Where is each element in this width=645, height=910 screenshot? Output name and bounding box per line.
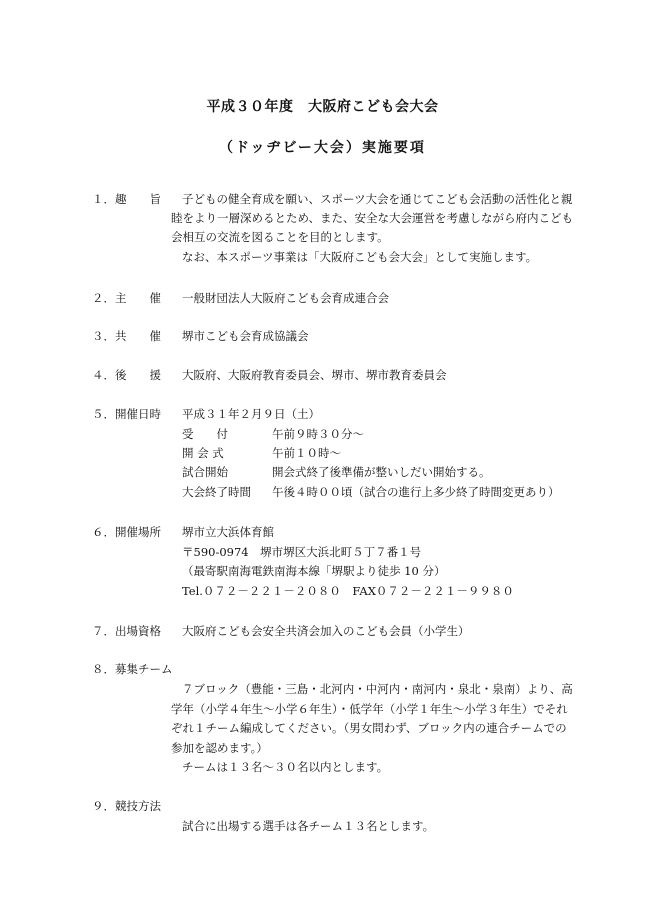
section-label-cohost: ３．共 催	[92, 329, 161, 343]
section-label-venue: ６．開催場所	[92, 525, 161, 539]
purpose-line: 会相互の交流を図ることを目的とします。	[171, 230, 389, 244]
sponsor-value: 大阪府、大阪府教育委員会、堺市、堺市教育委員会	[182, 368, 447, 382]
schedule-row-key: 受 付	[182, 427, 228, 441]
schedule-row-key: 大会終了時間	[182, 485, 251, 499]
purpose-line: なお、本スポーツ事業は「大阪府こども会大会」として実施します。	[182, 250, 538, 264]
teams-line: ７ブロック（豊能・三島・北河内・中河内・南河内・泉北・泉南）より、高	[182, 682, 573, 696]
section-label-sponsor: ４．後 援	[92, 368, 161, 382]
section-label-eligibility: ７．出場資格	[92, 624, 161, 638]
method-line: 試合に出場する選手は各チーム１３名とします。	[182, 819, 435, 833]
schedule-row-value: 午前９時３０分～	[272, 427, 364, 441]
section-label-schedule: ５．開催日時	[92, 407, 161, 421]
page-title: 平成３０年度 大阪府こども会大会	[206, 99, 439, 115]
page-subtitle: （ドッヂビー大会）実施要項	[219, 140, 426, 156]
schedule-row-key: 試合開始	[182, 465, 228, 479]
teams-line: 学年（小学４年生～小学６年生）・低学年（小学１年生～小学３年生）でそれ	[171, 702, 568, 716]
section-label-purpose: １．趣 旨	[92, 192, 161, 206]
schedule-row-key: 開 会 式	[182, 446, 224, 460]
teams-line: チームは１３名～３０名以内とします。	[182, 760, 389, 774]
schedule-row-value: 午前１０時～	[272, 446, 341, 460]
venue-name: 堺市立大浜体育館	[182, 525, 274, 539]
eligibility-value: 大阪府こども会安全共済会加入のこども会員（小学生）	[182, 624, 470, 638]
purpose-line: 子どもの健全育成を願い、スポーツ大会を通じてこども会活動の活性化と親	[182, 192, 573, 206]
organizer-value: 一般財団法人大阪府こども会育成連合会	[182, 291, 389, 305]
teams-line: ぞれ１チーム編成してください。（男女問わず、ブロック内の連合チームでの	[171, 721, 567, 735]
purpose-line: 睦をより一層深めるとため、また、安全な大会運営を考慮しながら府内こども	[171, 211, 574, 225]
venue-address: 〒590-0974 堺市堺区大浜北町５丁７番１号	[182, 545, 422, 559]
teams-line: 参加を認めます。）	[171, 741, 268, 755]
section-label-teams: ８．募集チーム	[92, 662, 173, 676]
schedule-date: 平成３１年２月９日（土）	[182, 407, 320, 421]
section-label-organizer: ２．主 催	[92, 291, 161, 305]
schedule-row-value: 開会式終了後準備が整いしだい開始する。	[272, 465, 491, 479]
section-label-method: ９．競技方法	[92, 799, 161, 813]
cohost-value: 堺市こども会育成協議会	[182, 329, 309, 343]
venue-station: （最寄駅南海電鉄南海本線「堺駅より徒歩 10 分）	[182, 564, 446, 578]
schedule-row-value: 午後４時００頃（試合の進行上多少終了時間変更あり）	[272, 485, 560, 499]
venue-phone: Tel.０７２－２２１－２０８０ FAX０７２－２２１－９９８０	[182, 584, 514, 598]
